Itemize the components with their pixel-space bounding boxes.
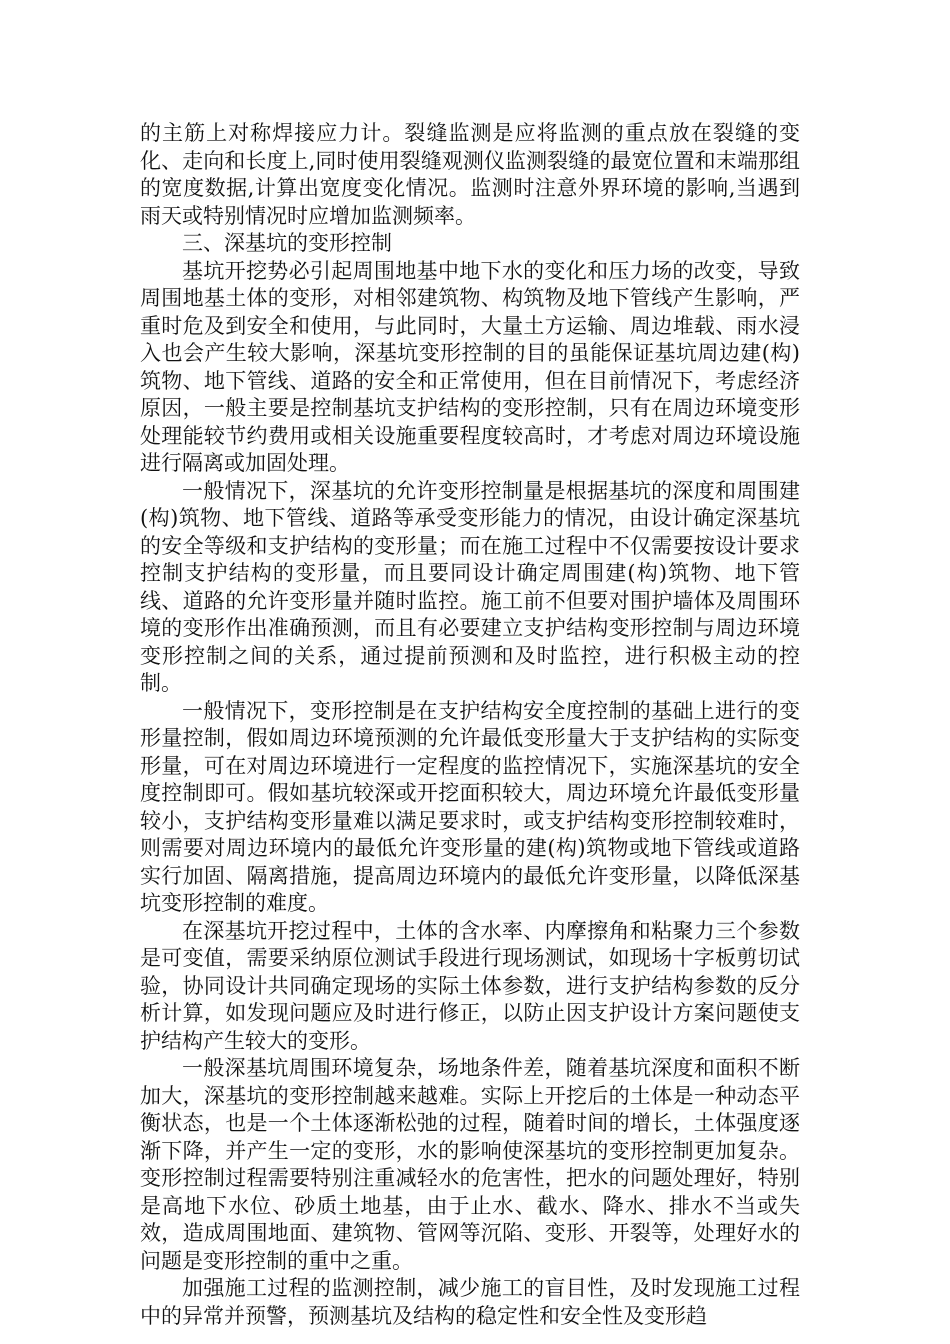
paragraph-allowable-deformation: 一般情况下，深基坑的允许变形控制量是根据基坑的深度和周围建(构)筑物、地下管线、道路等承受变形能力的情况，由设计确定深基坑的安全等级和支护结构的变形量；而在施工过程中不仅需要按设计要求控制支护结构的变形量，而且要同设计确定周围建(构)筑物、地下管线、道路的允许变形量并随时监控。施工前不但要对围护墙体及周围环境的变形作出准确预测，而且有必要建立支护结构变形控制与周边环境变形控制之间的关系，通过提前预测和及时监控，进行积极主动的控制。 — [140, 478, 800, 695]
paragraph-crack-monitoring: 的主筋上对称焊接应力计。裂缝监测是应将监测的重点放在裂缝的变化、走向和长度上,同时使用裂缝观测仪监测裂缝的最宽位置和末端那组的宽度数据,计算出宽度变化情况。监测时注意外界环境的影响,当遇到雨天或特别情况时应增加监测频率。 — [140, 121, 800, 228]
document-body — [140, 120, 800, 1330]
section-heading-3: 三、深基坑的变形控制 — [182, 231, 392, 255]
paragraph-excavation-effects: 基坑开挖势必引起周围地基中地下水的变化和压力场的改变，导致周围地基土体的变形，对相邻建筑物、构筑物及地下管线产生影响，严重时危及到安全和使用，与此同时，大量土方运输、周边堆载、雨水浸入也会产生较大影响，深基坑变形控制的目的虽能保证基坑周边建(构)筑物、地下管线、道路的安全和正常使用，但在目前情况下，考虑经济原因，一般主要是控制基坑支护结构的变形控制，只有在周边环境变形处理能较节约费用或相关设施重要程度较高时，才考虑对周边环境设施进行隔离或加固处理。 — [140, 258, 800, 475]
paragraph-deformation-control: 一般情况下，变形控制是在支护结构安全度控制的基础上进行的变形量控制，假如周边环境预测的允许最低变形量大于支护结构的实际变形量，可在对周边环境进行一定程度的监控情况下，实施深基坑的安全度控制即可。假如基坑较深或开挖面积较大，周边环境允许最低变形量较小，支护结构变形量难以满足要求时，或支护结构变形控制较难时，则需要对周边环境内的最低允许变形量的建(构)筑物或地下管线或道路实行加固、隔离措施，提高周边环境内的最低允许变形量，以降低深基坑变形控制的难度。 — [140, 698, 800, 915]
paragraph-soil-parameters: 在深基坑开挖过程中，土体的含水率、内摩擦角和粘聚力三个参数是可变值，需要采纳原位测试手段进行现场测试，如现场十字板剪切试验，协同设计共同确定现场的实际土体参数，进行支护结构参数的反分析计算，如发现问题应及时进行修正，以防止因支护设计方案问题使支护结构产生较大的变形。 — [140, 918, 800, 1053]
paragraph-water-control: 一般深基坑周围环境复杂，场地条件差，随着基坑深度和面积不断加大，深基坑的变形控制越来越难。实际上开挖后的土体是一种动态平衡状态，也是一个土体逐渐松弛的过程，随着时间的增长，土体强度逐渐下降，并产生一定的变形，水的影响使深基坑的变形控制更加复杂。变形控制过程需要特别注重减轻水的危害性，把水的问题处理好，特别是高地下水位、砂质土地基，由于止水、截水、降水、排水不当或失效，造成周围地面、建筑物、管网等沉陷、变形、开裂等，处理好水的问题是变形控制的重中之重。 — [140, 1056, 800, 1273]
paragraph-monitoring-control: 加强施工过程的监测控制，减少施工的盲目性，及时发现施工过程中的异常并预警，预测基坑及结构的稳定性和安全性及变形趋 — [140, 1276, 800, 1328]
